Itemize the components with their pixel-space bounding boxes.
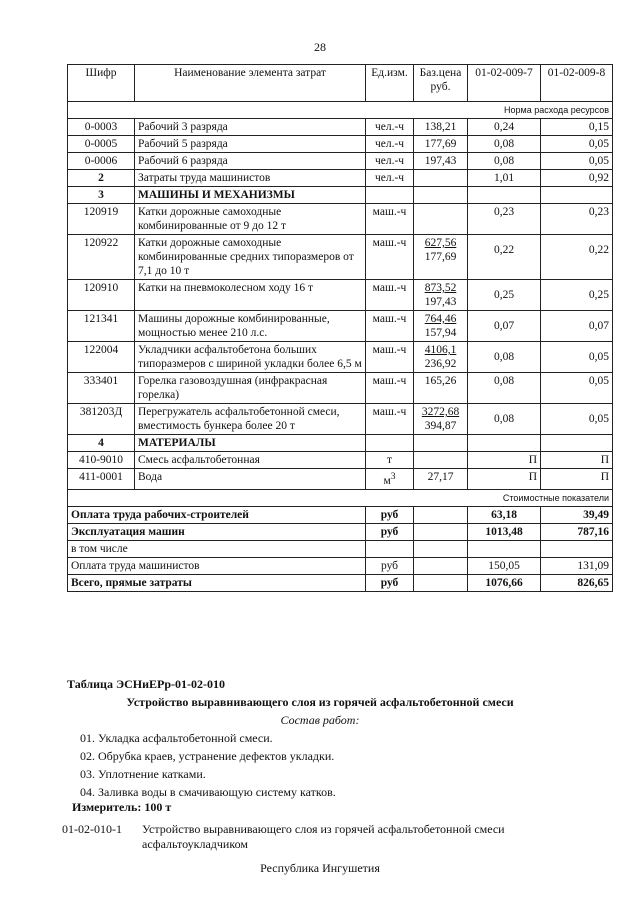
table-cell: 121341 bbox=[68, 311, 135, 342]
table-cell: 1,01 bbox=[468, 170, 541, 187]
work-item: 01. Укладка асфальтобетонной смеси. bbox=[80, 731, 273, 745]
table-cell: маш.-ч bbox=[366, 342, 414, 373]
table-cell: маш.-ч bbox=[366, 280, 414, 311]
table-cell: 0,25 bbox=[541, 280, 613, 311]
table-row bbox=[68, 102, 613, 119]
table-row bbox=[68, 311, 613, 342]
table-row bbox=[68, 153, 613, 170]
wage-price: 197,43 bbox=[424, 296, 457, 308]
table-cell bbox=[414, 523, 468, 540]
table-cell: 0,05 bbox=[541, 136, 613, 153]
table-cell: руб bbox=[366, 574, 414, 591]
table-row bbox=[68, 235, 613, 280]
wage-price: 394,87 bbox=[424, 420, 457, 432]
unit-text: м bbox=[383, 474, 391, 487]
table-cell: 122004 bbox=[68, 342, 135, 373]
table-cell: 131,09 bbox=[541, 557, 613, 574]
table-cell bbox=[366, 452, 414, 469]
column-header: Ед.изм. bbox=[366, 65, 414, 102]
cost-label: Стоимостные показатели bbox=[68, 489, 613, 506]
table-row bbox=[68, 280, 613, 311]
table-row bbox=[68, 373, 613, 404]
table-cell: Машины дорожные комбинированные, мощностью менее 210 л.с. bbox=[135, 311, 366, 342]
table-row bbox=[68, 342, 613, 373]
table-cell: 381203Д bbox=[68, 404, 135, 435]
table-cell: 411-0001 bbox=[68, 469, 135, 490]
table-cell: 0,08 bbox=[468, 373, 541, 404]
table-cell: 0,15 bbox=[541, 119, 613, 136]
table-cell: 0,22 bbox=[468, 235, 541, 280]
table-cell: 410-9010 bbox=[68, 452, 135, 469]
table-cell bbox=[541, 435, 613, 452]
resource-table bbox=[67, 64, 613, 592]
table-cell: 0,05 bbox=[541, 153, 613, 170]
table-cell: руб bbox=[366, 506, 414, 523]
table-cell bbox=[414, 187, 468, 204]
table-cell: 0,23 bbox=[541, 204, 613, 235]
table-cell: П bbox=[541, 469, 613, 490]
table-cell: Оплата труда машинистов bbox=[68, 557, 366, 574]
table-cell: 138,21 bbox=[414, 119, 468, 136]
table-cell: 1013,48 bbox=[468, 523, 541, 540]
table-cell: чел.-ч bbox=[366, 170, 414, 187]
wage-price: 177,69 bbox=[424, 251, 457, 263]
section-title: Устройство выравнивающего слоя из горячей асфальтобетонной смеси bbox=[126, 695, 514, 709]
table-cell bbox=[414, 506, 468, 523]
table-cell: 150,05 bbox=[468, 557, 541, 574]
table-cell: 0,07 bbox=[468, 311, 541, 342]
table-cell: 0,08 bbox=[468, 136, 541, 153]
table-cell: 197,43 bbox=[414, 153, 468, 170]
table-cell: чел.-ч bbox=[366, 136, 414, 153]
table-cell: 0,07 bbox=[541, 311, 613, 342]
table-row bbox=[68, 506, 613, 523]
table-cell: 27,17 bbox=[414, 469, 468, 490]
table-cell: 2 bbox=[68, 170, 135, 187]
norm-label: Норма расхода ресурсов bbox=[68, 102, 613, 119]
table-cell bbox=[414, 540, 468, 557]
table-cell: маш.-ч bbox=[366, 404, 414, 435]
table-cell bbox=[414, 435, 468, 452]
table-row bbox=[68, 452, 613, 469]
table-cell: П bbox=[468, 452, 541, 469]
wage-price: 165,26 bbox=[424, 375, 457, 387]
table-cell: чел.-ч bbox=[366, 119, 414, 136]
table-row bbox=[68, 489, 613, 506]
table-row bbox=[68, 523, 613, 540]
table-cell: Смесь асфальтобетонная bbox=[135, 452, 366, 469]
table-cell: 177,69 bbox=[414, 136, 468, 153]
table-cell: МАТЕРИАЛЫ bbox=[135, 435, 366, 452]
table-cell: 333401 bbox=[68, 373, 135, 404]
work-item: 02. Обрубка краев, устранение дефектов укладки. bbox=[80, 749, 335, 763]
table-cell bbox=[414, 235, 468, 280]
table-cell: в том числе bbox=[68, 540, 366, 557]
base-price: 3272,68 bbox=[421, 406, 460, 418]
table-cell: 0-0005 bbox=[68, 136, 135, 153]
item-code: 01-02-010-1 bbox=[62, 822, 122, 836]
table-cell bbox=[414, 204, 468, 235]
table-cell bbox=[414, 373, 468, 404]
table-row bbox=[68, 557, 613, 574]
table-row bbox=[68, 136, 613, 153]
table-cell: Рабочий 5 разряда bbox=[135, 136, 366, 153]
table-cell: Катки на пневмоколесном ходу 16 т bbox=[135, 280, 366, 311]
table-cell: МАШИНЫ И МЕХАНИЗМЫ bbox=[135, 187, 366, 204]
table-cell: руб bbox=[366, 523, 414, 540]
table-cell bbox=[541, 540, 613, 557]
page-number: 28 bbox=[314, 40, 326, 54]
table-cell bbox=[366, 469, 414, 490]
table-cell bbox=[414, 452, 468, 469]
table-cell: Перегружатель асфальтобетонной смеси, вместимость бункера более 20 т bbox=[135, 404, 366, 435]
table-title: Таблица ЭСНиЕРр-01-02-010 bbox=[67, 677, 226, 691]
unit-superscript: 3 bbox=[390, 471, 396, 482]
unit-text: т bbox=[386, 454, 393, 466]
table-cell bbox=[414, 280, 468, 311]
table-cell: 0,08 bbox=[468, 342, 541, 373]
measure-unit: Измеритель: 100 т bbox=[72, 800, 172, 814]
table-cell: 0-0003 bbox=[68, 119, 135, 136]
base-price: 4106,1 bbox=[424, 344, 457, 356]
table-cell: маш.-ч bbox=[366, 235, 414, 280]
table-cell: 3 bbox=[68, 187, 135, 204]
table-cell: руб bbox=[366, 557, 414, 574]
table-cell: П bbox=[468, 469, 541, 490]
table-cell: Рабочий 6 разряда bbox=[135, 153, 366, 170]
table-cell: 787,16 bbox=[541, 523, 613, 540]
base-price: 764,46 bbox=[424, 313, 457, 325]
wage-price: 236,92 bbox=[424, 358, 457, 370]
table-cell: 0,23 bbox=[468, 204, 541, 235]
table-cell: маш.-ч bbox=[366, 373, 414, 404]
column-header: 01-02-009-7 bbox=[468, 65, 541, 102]
table-row bbox=[68, 435, 613, 452]
table-cell: 1076,66 bbox=[468, 574, 541, 591]
column-header: 01-02-009-8 bbox=[541, 65, 613, 102]
table-row bbox=[68, 170, 613, 187]
table-cell: Катки дорожные самоходные комбинированные от 9 до 12 т bbox=[135, 204, 366, 235]
table-cell bbox=[541, 187, 613, 204]
column-header: Шифр bbox=[68, 65, 135, 102]
table-cell: Оплата труда рабочих-строителей bbox=[68, 506, 366, 523]
table-cell: 120919 bbox=[68, 204, 135, 235]
table-cell bbox=[468, 435, 541, 452]
work-item: 04. Заливка воды в смачивающую систему катков. bbox=[80, 785, 336, 799]
table-cell bbox=[366, 187, 414, 204]
base-price: 627,56 bbox=[424, 237, 457, 249]
table-cell: маш.-ч bbox=[366, 204, 414, 235]
table-cell bbox=[414, 311, 468, 342]
column-header: Наименование элемента затрат bbox=[135, 65, 366, 102]
table-cell bbox=[414, 170, 468, 187]
table-row bbox=[68, 540, 613, 557]
table-cell: 0,05 bbox=[541, 404, 613, 435]
footer-region: Республика Ингушетия bbox=[260, 861, 380, 875]
table-cell: 0,92 bbox=[541, 170, 613, 187]
table-row bbox=[68, 187, 613, 204]
table-cell: Горелка газовоздушная (инфракрасная горелка) bbox=[135, 373, 366, 404]
table-row bbox=[68, 204, 613, 235]
table-cell: 0,08 bbox=[468, 153, 541, 170]
table-row bbox=[68, 404, 613, 435]
table-cell: П bbox=[541, 452, 613, 469]
table-cell bbox=[414, 574, 468, 591]
table-cell: 0,05 bbox=[541, 373, 613, 404]
table-cell bbox=[468, 187, 541, 204]
table-cell bbox=[414, 557, 468, 574]
table-cell bbox=[366, 540, 414, 557]
table-cell: Катки дорожные самоходные комбинированные средних типоразмеров от 7,1 до 10 т bbox=[135, 235, 366, 280]
table-cell: Вода bbox=[135, 469, 366, 490]
table-cell: 39,49 bbox=[541, 506, 613, 523]
table-row bbox=[68, 469, 613, 490]
work-item: 03. Уплотнение катками. bbox=[80, 767, 206, 781]
table-cell: 0,22 bbox=[541, 235, 613, 280]
table-cell: 4 bbox=[68, 435, 135, 452]
table-row bbox=[68, 119, 613, 136]
table-cell bbox=[366, 435, 414, 452]
table-row bbox=[68, 574, 613, 591]
table-cell: 0,05 bbox=[541, 342, 613, 373]
table-cell: чел.-ч bbox=[366, 153, 414, 170]
table-cell: 0,08 bbox=[468, 404, 541, 435]
table-cell: 0-0006 bbox=[68, 153, 135, 170]
table-cell: Эксплуатация машин bbox=[68, 523, 366, 540]
table-cell: 120910 bbox=[68, 280, 135, 311]
table-cell: Рабочий 3 разряда bbox=[135, 119, 366, 136]
table-cell: Укладчики асфальтобетона больших типоразмеров с шириной укладки более 6,5 м bbox=[135, 342, 366, 373]
base-price: 873,52 bbox=[424, 282, 457, 294]
table-cell: 63,18 bbox=[468, 506, 541, 523]
table-row bbox=[68, 65, 613, 102]
table-cell bbox=[414, 404, 468, 435]
table-cell bbox=[468, 540, 541, 557]
table-cell: 0,25 bbox=[468, 280, 541, 311]
column-header: Баз.цена руб. bbox=[414, 65, 468, 102]
table-cell: Всего, прямые затраты bbox=[68, 574, 366, 591]
table-cell bbox=[414, 342, 468, 373]
works-label: Состав работ: bbox=[280, 713, 360, 727]
item-description: Устройство выравнивающего слоя из горячей асфальтобетонной смеси асфальтоукладчиком bbox=[142, 822, 505, 851]
table-cell: 0,24 bbox=[468, 119, 541, 136]
table-cell: 826,65 bbox=[541, 574, 613, 591]
table-cell: маш.-ч bbox=[366, 311, 414, 342]
wage-price: 157,94 bbox=[424, 327, 457, 339]
table-cell: 120922 bbox=[68, 235, 135, 280]
table-cell: Затраты труда машинистов bbox=[135, 170, 366, 187]
